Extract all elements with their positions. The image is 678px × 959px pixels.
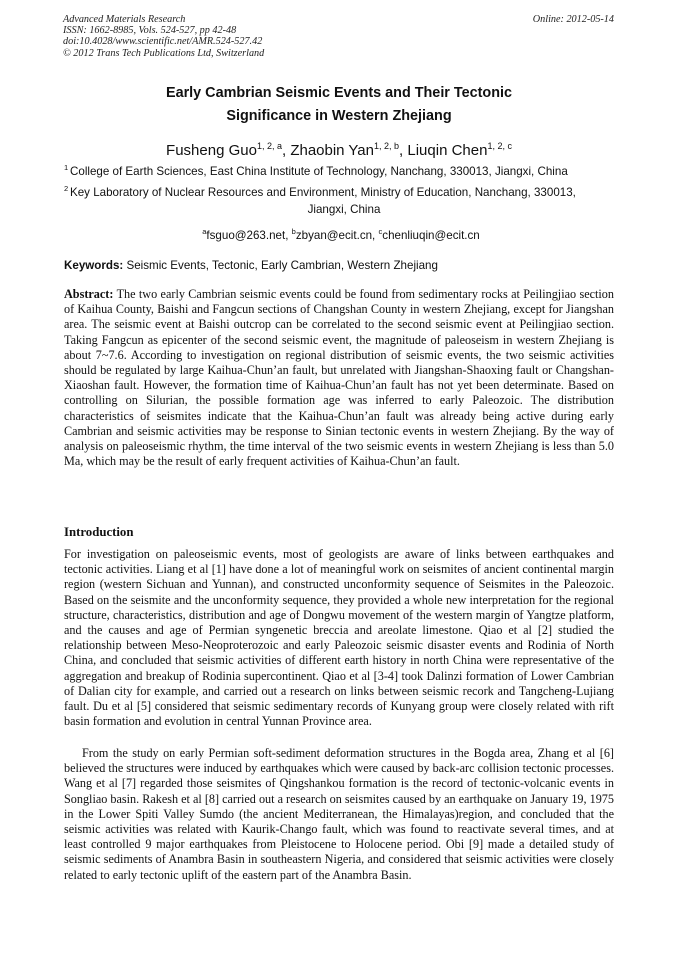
issn-line: ISSN: 1662-8985, Vols. 524-527, pp 42-48	[63, 25, 237, 37]
author-emails	[64, 223, 618, 244]
author-superscript: 1, 2, c	[487, 141, 512, 151]
author-name: Fusheng Guo	[166, 142, 257, 159]
keywords	[64, 258, 618, 273]
affiliation-text: College of Earth Sciences, East China Institute of Technology, Nanchang, 330013, Jiangxi, China	[70, 165, 568, 178]
author-superscript: 1, 2, a	[256, 141, 282, 151]
introduction-paragraph-2: From the study on early Permian soft-sediment deformation structures in the Bogda area, Zhang et al [6] believed the structures were induced by earthquakes which were caused by back-arc collision tectonic processes. Wang et al [7] regarded those seismites of Qingshankou formation is the record of tectonic-volcanic events in Songliao basin. Rakesh et al [8] carried out a research on seismites caused by an earthquake on January 19, 1975 in the Lower Spiti Valley Sumdo (the ancient Mediterranean, the Himalayas)region, and concluded that the seismic activities was related with Kaurik-Chango fault, which was found to reactivate several times, and at least controlled 9 major earthquakes from Pleistocene to Holocene period. Obi [9] made a detailed study of seismic sediments of Anambra Basin in southeastern Nigeria, and considered that seismic activities were closely related to early tectonic uplift of the eastern part of the Anambra Basin.	[64, 746, 614, 882]
abstract-text: The two early Cambrian seismic events could be found from sedimentary rocks at Peilingjiao section of Kaihua County, Baishi and Fangcun sections of Changshan County in western Zhejiang, except for Jiangshan area. The seismic event at Baishi outcrop can be correlated to the second seismic event at Peilingjiao section. Taking Fangcun as epicenter of the second seismic event, the magnitude of paleoseism in western Zhejiang is about 7~7.6. According to investigation on regional distribution of seismic events, the two seismic activities should be regulated by large Kaihua-Chun’an fault, but unrelated with Jiangshan-Shaoxing fault or Changshan-Xiaoshan fault. However, the formation time of Kaihua-Chun’an fault has not yet been determinate. Based on controlling on Silurian, the possible formation age was inferred to early Paleozoic. The distribution characteristics of seismites indicate that the Kaihua-Chun’an fault was already being active during early Cambrian and seismic activities may be response to Sinian tectonic events in western Zhejiang. By the way of analysis on paleoseismic rhythm, the time interval of the two seismic events in western Zhejiang is less than 5.0 Ma, which may be the result of early frequent activities of Kaihua-Chun’an fault.	[64, 287, 614, 469]
online-date: Online: 2012-05-14	[532, 14, 614, 25]
email-address: fsguo@263.net,	[206, 228, 292, 242]
author-separator: ,	[399, 142, 408, 159]
affiliation-marker: 1	[64, 163, 69, 172]
journal-name: Advanced Materials Research	[63, 14, 186, 25]
affiliation-text-cont: Jiangxi, China	[307, 203, 381, 216]
affiliation-2	[64, 184, 618, 218]
abstract-label: Abstract:	[64, 287, 114, 301]
copyright-line: © 2012 Trans Tech Publications Ltd, Switzerland	[63, 47, 265, 59]
keywords-label: Keywords:	[64, 259, 124, 272]
affiliation-marker: 2	[64, 184, 69, 193]
introduction-paragraph-1: For investigation on paleoseismic events, most of geologists are aware of links between earthquakes and tectonic activities. Liang et al [1] have done a lot of meaningful work on seismites of ancient continental margin region (western Sichuan and Yunnan), and constructed unconformity sequence of Seismites in the Paleozoic. Based on the seismite and the unconformity sequence, they provided a whole new interpretation for the regional structure, characteristics, distribution and age of Dongwu movement of the western margin of Yangtze platform, and the causes and age of Permian syngenetic breccia and areolate limestone. Qiao et al [2] studied the relationship between Meso-Neoproterozoic and early Paleozoic seismic disaster events and Rodinia of North China, and concluded that seismic activities of different earth history in north China were representative of the aggregation and breakup of Rodinia supercontinent. Qiao et al [3-4] took Dalinzi formation of Lower Cambrian of Dalian city for example, and carried out a research on links between seismic recork and Tangcheng-Lujiang fault. Du et al [5] considered that seismic sedimentary records of Kunyang group were closely related with rift basin formation and evolution in central Yunnan Province area.	[64, 547, 614, 729]
keywords-text: Seismic Events, Tectonic, Early Cambrian, Western Zhejiang	[123, 259, 438, 272]
author-superscript: 1, 2, b	[374, 141, 400, 151]
title-line-1: Early Cambrian Seismic Events and Their Tectonic	[165, 85, 513, 101]
affiliation-text: Key Laboratory of Nuclear Resources and Environment, Ministry of Education, Nanchang, 330013,	[70, 186, 576, 199]
author-name: Zhaobin Yan	[290, 142, 374, 159]
section-heading-introduction: Introduction	[64, 525, 134, 539]
author-list	[60, 136, 618, 161]
author-separator: ,	[281, 142, 291, 159]
abstract	[64, 287, 614, 469]
email-marker: b	[291, 227, 296, 236]
email-marker: a	[202, 227, 207, 236]
doi-line: doi:10.4028/www.scientific.net/AMR.524-527.42	[63, 36, 263, 48]
affiliation-1	[64, 163, 618, 180]
affiliations	[64, 163, 618, 244]
paper-title	[60, 82, 618, 128]
email-address: chenliuqin@ecit.cn	[382, 228, 480, 242]
email-address: zbyan@ecit.cn,	[295, 228, 379, 242]
email-marker: c	[378, 227, 383, 236]
journal-header	[63, 14, 264, 59]
author-name: Liuqin Chen	[407, 142, 488, 159]
title-line-2: Significance in Western Zhejiang	[226, 108, 452, 124]
